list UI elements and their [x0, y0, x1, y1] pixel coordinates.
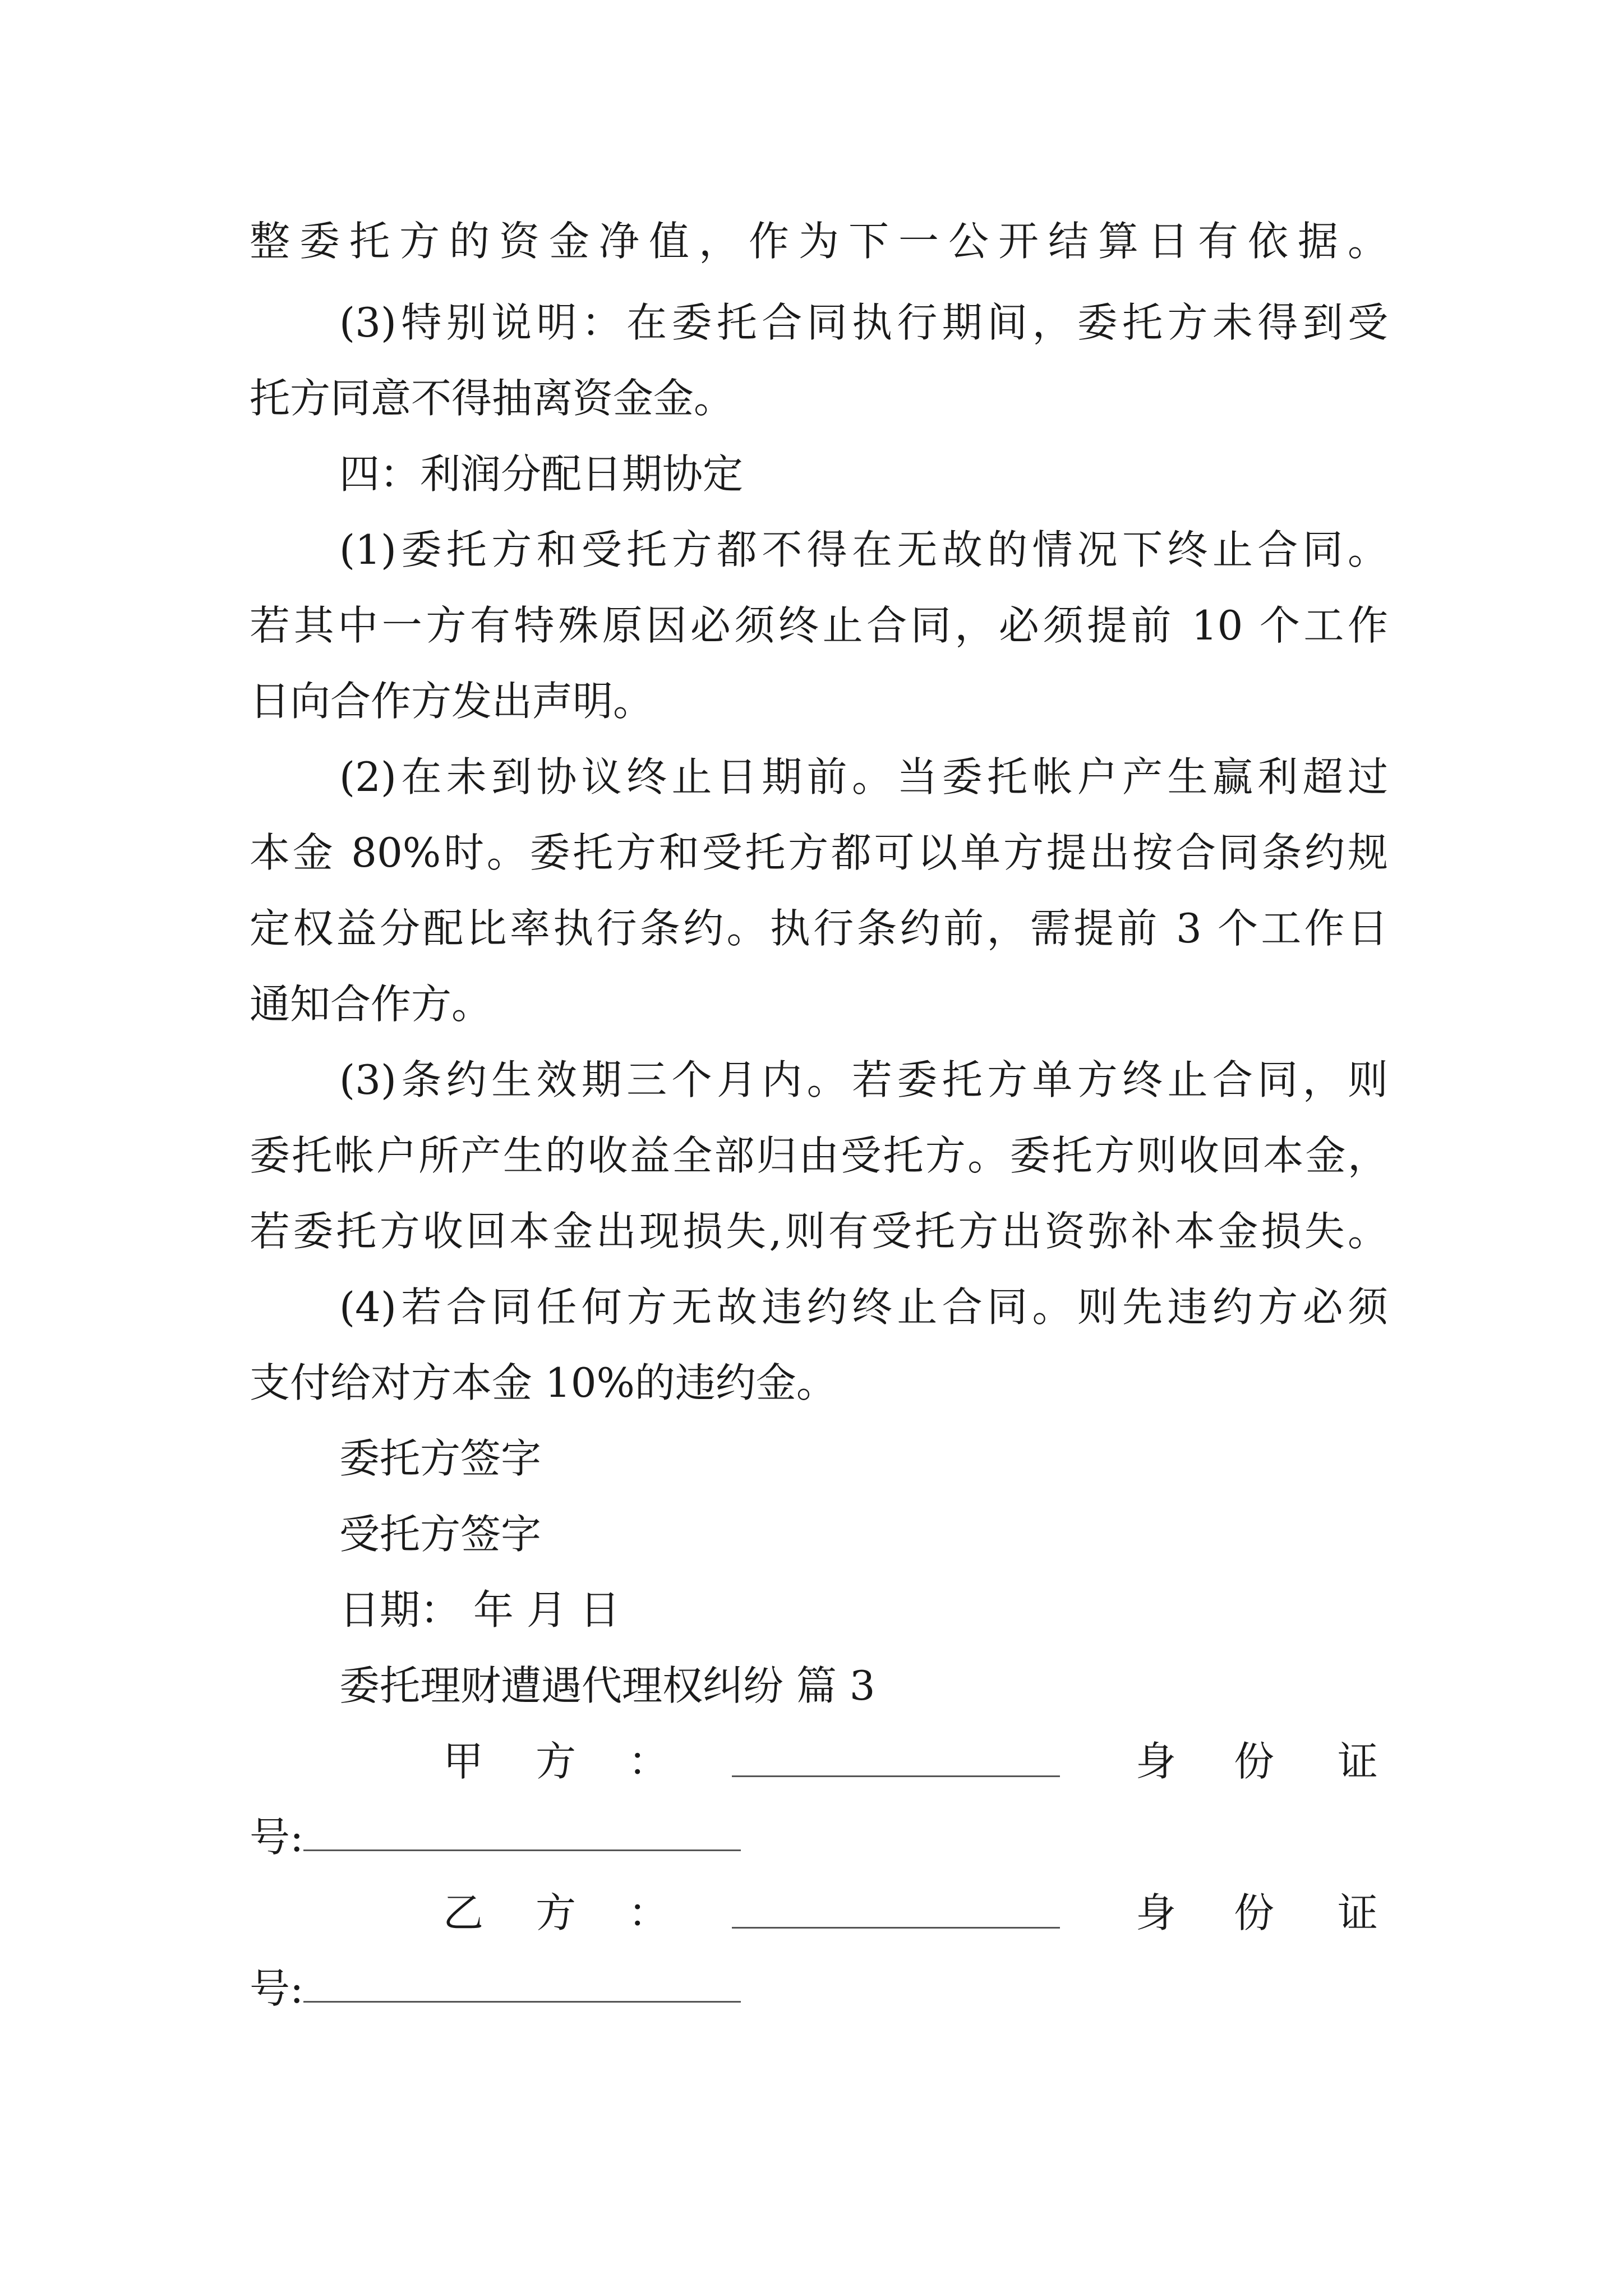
paragraph-line: 若其中一方有特殊原因必须终止合同，必须提前 10 个工作: [250, 602, 1388, 649]
party-a-id-char: 证: [1338, 1738, 1378, 1785]
section-title: 委托理财遭遇代理权纠纷 篇 3: [339, 1662, 875, 1709]
party-b-label-char: ：: [628, 1889, 669, 1936]
party-b-row: [0, 1882, 1623, 1944]
paragraph-line: (3)条约生效期三个月内。若委托方单方终止合同，则: [339, 1056, 1388, 1103]
party-b-id-blank[interactable]: [303, 1962, 741, 2003]
party-a-id-blank[interactable]: [303, 1810, 741, 1851]
party-a-id-char: 份: [1234, 1738, 1275, 1785]
party-b-label-char: 乙: [443, 1889, 484, 1936]
party-a-row: [0, 1731, 1623, 1792]
paragraph-line: 支付给对方本金 10%的违约金。: [250, 1359, 837, 1406]
section-heading: 四：利润分配日期协定: [339, 450, 744, 498]
party-a-id-suffix: 号:: [250, 1814, 304, 1861]
paragraph-line: 通知合作方。: [250, 981, 492, 1028]
party-a-id-char: 身: [1136, 1738, 1177, 1785]
party-a-label-char: ：: [628, 1738, 669, 1785]
party-b-id-char: 身: [1136, 1889, 1177, 1936]
paragraph-line: (3)特别说明：在委托合同执行期间，委托方未得到受: [339, 299, 1388, 346]
party-b-id-suffix: 号:: [250, 1965, 304, 2012]
party-b-label-char: 方: [536, 1889, 577, 1936]
party-b-id-char: 份: [1234, 1889, 1275, 1936]
paragraph-line: 若委托方收回本金出现损失,则有受托方出资弥补本金损失。: [250, 1208, 1388, 1255]
paragraph-line: 本金 80%时。委托方和受托方都可以单方提出按合同条约规: [250, 829, 1388, 876]
paragraph-line: 定权益分配比率执行条约。执行条约前，需提前 3 个工作日: [250, 905, 1388, 952]
party-a-label-char: 方: [536, 1738, 577, 1785]
party-a-name-blank[interactable]: [732, 1731, 1060, 1777]
party-b-id-char: 证: [1338, 1889, 1378, 1936]
paragraph-line: 委托帐户所产生的收益全部归由受托方。委托方则收回本金，: [250, 1132, 1388, 1179]
trustee-signature-label: 受托方签字: [339, 1511, 542, 1558]
paragraph-line: (4)若合同任何方无故违约终止合同。则先违约方必须: [339, 1283, 1388, 1331]
paragraph-line: 日向合作方发出声明。: [250, 678, 654, 725]
party-b-id-row: [250, 1958, 741, 2019]
party-b-name-blank[interactable]: [732, 1882, 1060, 1929]
party-a-label-char: 甲: [443, 1738, 484, 1785]
client-signature-label: 委托方签字: [339, 1435, 542, 1482]
date-label: 日期： 年 月 日: [339, 1586, 620, 1634]
paragraph-line: (1)委托方和受托方都不得在无故的情况下终止合同。: [339, 526, 1388, 573]
paragraph-line: (2)在未到协议终止日期前。当委托帐户产生赢利超过: [339, 753, 1388, 800]
paragraph-line: 托方同意不得抽离资金金。: [250, 375, 735, 422]
paragraph-line: 整委托方的资金净值，作为下一公开结算日有依据。: [250, 218, 1388, 265]
party-a-id-row: [250, 1806, 741, 1868]
